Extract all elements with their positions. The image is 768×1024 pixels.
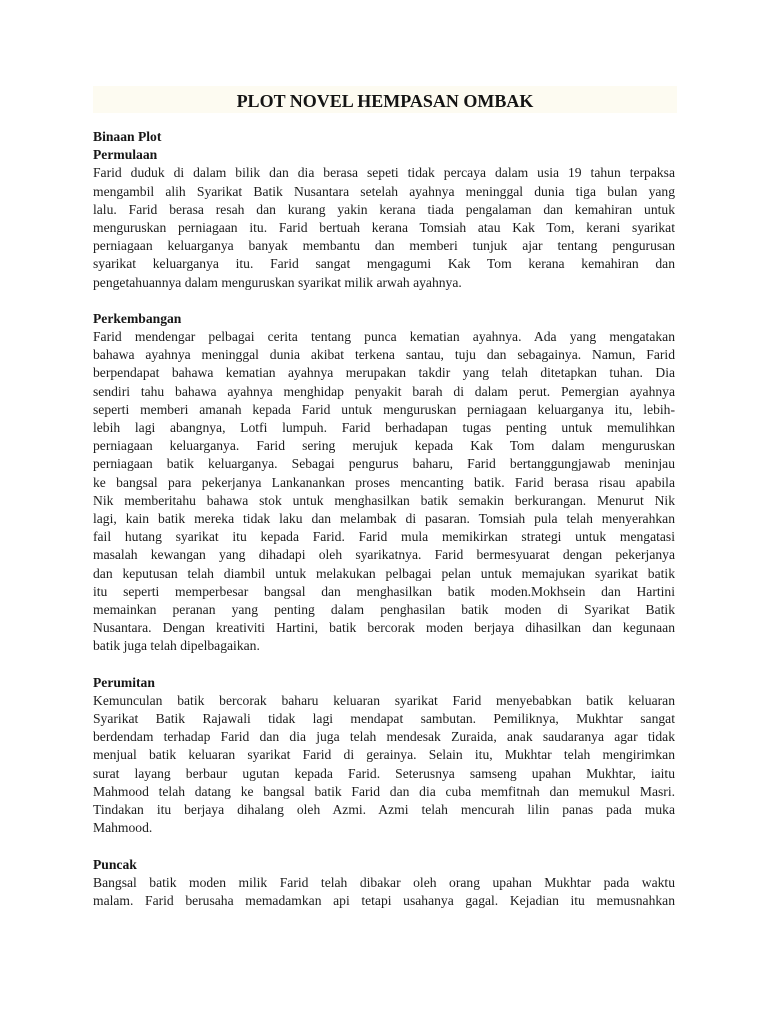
paragraph-line: Tindakan itu berjaya dihalang oleh Azmi. Azmi telah mencurah lilin panas pada muka <box>93 802 675 817</box>
paragraph-line: menjual batik keluaran syarikat Farid di gerainya. Selain itu, Mukhtar telah mengirimkan <box>93 747 675 763</box>
paragraph-line: lebih lagi abangnya, Lotfi lumpuh. Farid berhadapan tugas penting untuk memulihkan <box>93 420 675 436</box>
paragraph-line: Kemunculan batik bercorak baharu keluaran syarikat Farid menyebabkan batik keluaran <box>93 692 675 708</box>
paragraph-line: seperti memberi amanah kepada Farid untuk menguruskan perniagaan keluarganya itu, lebih- <box>93 401 675 417</box>
paragraph-line: masalah kewangan yang dihadapi oleh syarikatnya. Farid bermesyuarat dengan pekerjanya <box>93 547 675 563</box>
paragraph-line: mengambil alih Syarikat Batik Nusantara setelah ayahnya meninggal dunia tiga bulan yang <box>93 183 675 199</box>
paragraph-line: Mahmood telah datang ke bangsal batik Farid dan dia cuba memfitnah dan memukul Masri. <box>93 783 675 799</box>
section-heading-binaan-plot: Binaan Plot <box>93 129 162 144</box>
paragraph-line: syarikat keluarganya itu. Farid sangat mengagumi Kak Tom kerana kemahiran dan <box>93 256 675 272</box>
paragraph-line: lagi, kain batik mereka tidak laku dan melambak di pasaran. Tomsiah pula telah menyerahkan <box>93 510 675 526</box>
document-title: PLOT NOVEL HEMPASAN OMBAK <box>236 91 534 111</box>
paragraph-line: Nusantara. Dengan kreativiti Hartini, batik bercorak moden berjaya dihasilkan dan kegunaan <box>93 620 675 636</box>
paragraph-line: berpendapat bahawa kematian ayahnya merupakan takdir yang telah ditetapkan tuhan. Dia <box>93 365 675 381</box>
paragraph-line: perniagaan batik keluarganya. Sebagai pengurus baharu, Farid bertanggungjawab meninjau <box>93 456 675 472</box>
paragraph-line: perniagaan keluarganya. Farid sering merujuk kepada Kak Tom dalam menguruskan <box>93 438 675 454</box>
section-puncak <box>93 856 675 911</box>
paragraph-line: Farid duduk di dalam bilik dan dia berasa sepeti tidak percaya dalam usia 19 tahun terpaksa <box>93 165 675 181</box>
paragraph-line: berdendam terhadap Farid dan dia juga telah mendesak Zuraida, anak saudaranya agar tidak <box>93 729 675 745</box>
paragraph-line: ke bangsal para pekerjanya Lankanankan proses mencanting batik. Farid berasa risau apabila <box>93 474 675 490</box>
paragraph-line: batik juga telah dipelbagaikan. <box>93 638 260 654</box>
section-permulaan <box>93 146 675 292</box>
paragraph-line: surat layang berbaur ugutan kepada Farid. Seterusnya samseng upahan Mukhtar, iaitu <box>93 765 675 781</box>
section-label: Permulaan <box>93 147 158 163</box>
paragraph-line: Farid mendengar pelbagai cerita tentang punca kematian ayahnya. Ada yang mengatakan <box>93 329 675 345</box>
paragraph-line: Nik memberitahu bahawa stok untuk menghasilkan batik semakin berkurangan. Menurut Nik <box>93 492 675 508</box>
section-label: Perkembangan <box>93 310 182 326</box>
section-label: Puncak <box>93 856 137 872</box>
document-body <box>93 128 675 928</box>
paragraph-line: memainkan peranan yang penting dalam penghasilan batik moden di Syarikat Batik <box>93 601 675 617</box>
paragraph-line: Bangsal batik moden milik Farid telah dibakar oleh orang upahan Mukhtar pada waktu <box>93 874 675 890</box>
paragraph-line: fail hutang syarikat itu kepada Farid. Farid mula memikirkan strategi untuk mengatasi <box>93 529 675 545</box>
paragraph-line: Mahmood. <box>93 820 153 836</box>
paragraph-line: dan keputusan telah diambil untuk melakukan pelbagai pelan untuk memajukan syarikat batik <box>93 565 675 581</box>
paragraph-line: sendiri tahu bahawa ayahnya menghidap penyakit barah di dalam perut. Pemergian ayahnya <box>93 383 675 399</box>
paragraph-line: lalu. Farid berasa resah dan kurang yakin kerana tiada pengalaman dan kemahiran untuk <box>93 201 675 217</box>
section-perumitan <box>93 674 675 838</box>
section-perkembangan <box>93 310 675 656</box>
paragraph-line: itu seperti memperbesar bangsal dan menghasilkan batik moden.Mokhsein dan Hartini <box>93 583 675 599</box>
paragraph-line: perniagaan keluarganya banyak membantu dan memberi tunjuk ajar tentang pengurusan <box>93 238 675 254</box>
paragraph-line: menguruskan perniagaan itu. Farid bertuah kerana Tomsiah atau Kak Tom, kerani syarikat <box>93 219 675 235</box>
paragraph-line: Syarikat Batik Rajawali tidak lagi mendapat sambutan. Pemiliknya, Mukhtar sangat <box>93 711 675 727</box>
sections-container <box>93 146 675 910</box>
paragraph-line: bahawa ayahnya meninggal dunia akibat terkena santau, tuju dan sebagainya. Namun, Farid <box>93 347 675 363</box>
paragraph-line: pengetahuannya dalam menguruskan syarikat milik arwah ayahnya. <box>93 274 462 290</box>
paragraph-line: malam. Farid berusaha memadamkan api tetapi usahanya gagal. Kejadian itu memusnahkan <box>93 892 675 908</box>
section-label: Perumitan <box>93 674 155 690</box>
